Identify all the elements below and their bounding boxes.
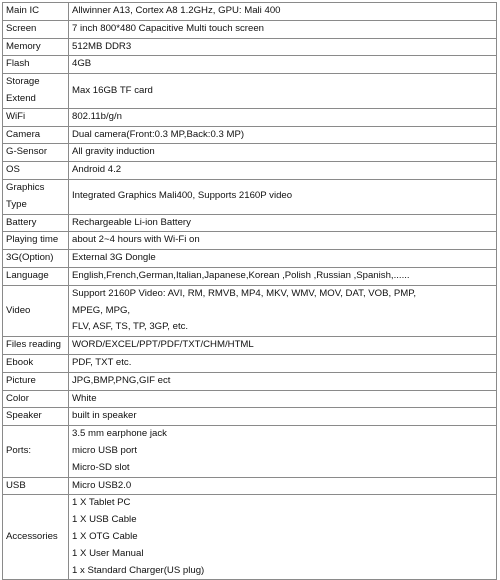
spec-value-line: White <box>72 392 97 404</box>
spec-value-line: 4GB <box>72 58 92 70</box>
spec-row <box>3 162 497 180</box>
spec-value-line: Android 4.2 <box>72 164 122 176</box>
spec-value-line: FLV, ASF, TS, TP, 3GP, etc. <box>72 321 189 333</box>
spec-value-line: All gravity induction <box>72 146 155 158</box>
spec-row <box>3 126 497 144</box>
spec-value-line: 1 x Standard Charger(US plug) <box>72 564 205 576</box>
spec-value-line: English,French,German,Italian,Japanese,Korean ,Polish ,Russian ,Spanish,...... <box>72 269 410 281</box>
spec-row <box>3 285 497 336</box>
spec-label: Video <box>3 285 69 336</box>
spec-row <box>3 38 497 56</box>
spec-value <box>69 3 497 21</box>
spec-label: Language <box>3 267 69 285</box>
spec-row <box>3 477 497 495</box>
spec-label: Ebook <box>3 354 69 372</box>
spec-row <box>3 372 497 390</box>
spec-value-line: Micro-SD slot <box>72 461 130 473</box>
spec-row <box>3 250 497 268</box>
spec-sheet <box>2 2 496 580</box>
spec-value-line: PDF, TXT etc. <box>72 356 132 368</box>
spec-value <box>69 108 497 126</box>
spec-value <box>69 267 497 285</box>
spec-value-line: External 3G Dongle <box>72 252 156 264</box>
spec-value <box>69 179 497 214</box>
spec-row <box>3 144 497 162</box>
spec-label: Camera <box>3 126 69 144</box>
spec-value <box>69 214 497 232</box>
spec-value <box>69 495 497 580</box>
spec-label: Files reading <box>3 337 69 355</box>
spec-label: Playing time <box>3 232 69 250</box>
spec-row <box>3 390 497 408</box>
spec-row <box>3 337 497 355</box>
spec-value <box>69 126 497 144</box>
spec-value-line: 802.11b/g/n <box>72 110 122 122</box>
spec-value <box>69 408 497 426</box>
spec-value <box>69 390 497 408</box>
spec-value <box>69 250 497 268</box>
spec-label: Accessories <box>3 495 69 580</box>
spec-value-line: 7 inch 800*480 Capacitive Multi touch screen <box>72 22 264 34</box>
spec-value-line: JPG,BMP,PNG,GIF ect <box>72 374 171 386</box>
spec-row <box>3 267 497 285</box>
spec-value-line: Dual camera(Front:0.3 MP,Back:0.3 MP) <box>72 128 245 140</box>
spec-value <box>69 232 497 250</box>
spec-value-line: 1 X Tablet PC <box>72 497 131 509</box>
spec-row <box>3 495 497 580</box>
spec-row <box>3 354 497 372</box>
spec-label: G-Sensor <box>3 144 69 162</box>
spec-value-line: 512MB DDR3 <box>72 40 132 52</box>
spec-row <box>3 408 497 426</box>
spec-value-line: built in speaker <box>72 410 137 422</box>
spec-label: Speaker <box>3 408 69 426</box>
spec-row <box>3 3 497 21</box>
spec-value <box>69 56 497 74</box>
spec-value-line: Rechargeable Li-ion Battery <box>72 216 191 228</box>
spec-label: Color <box>3 390 69 408</box>
spec-label: Memory <box>3 38 69 56</box>
spec-value-line: Max 16GB TF card <box>72 84 153 96</box>
spec-value <box>69 372 497 390</box>
spec-label: Storage Extend <box>3 74 69 109</box>
spec-value <box>69 74 497 109</box>
spec-value-line: WORD/EXCEL/PPT/PDF/TXT/CHM/HTML <box>72 339 254 351</box>
spec-label: OS <box>3 162 69 180</box>
spec-value <box>69 285 497 336</box>
spec-row <box>3 56 497 74</box>
spec-value <box>69 162 497 180</box>
spec-value-line: micro USB port <box>72 444 138 456</box>
spec-value-line: about 2~4 hours with Wi-Fi on <box>72 234 200 246</box>
spec-label: 3G(Option) <box>3 250 69 268</box>
spec-value-line: 1 X OTG Cable <box>72 530 138 542</box>
spec-label: Screen <box>3 20 69 38</box>
spec-label: Picture <box>3 372 69 390</box>
spec-value-line: 3.5 mm earphone jack <box>72 428 167 440</box>
spec-row <box>3 179 497 214</box>
spec-label: Ports: <box>3 426 69 477</box>
spec-value <box>69 337 497 355</box>
spec-label: USB <box>3 477 69 495</box>
spec-value <box>69 144 497 162</box>
spec-table-body <box>3 3 497 580</box>
spec-value <box>69 354 497 372</box>
spec-label: WiFi <box>3 108 69 126</box>
spec-row <box>3 108 497 126</box>
spec-value-line: Allwinner A13, Cortex A8 1.2GHz, GPU: Mali 400 <box>72 5 281 16</box>
spec-value <box>69 20 497 38</box>
spec-value-line: 1 X USB Cable <box>72 514 137 526</box>
spec-value-line: MPEG, MPG, <box>72 304 131 316</box>
spec-row <box>3 74 497 109</box>
spec-label: Graphics Type <box>3 179 69 214</box>
spec-row <box>3 426 497 477</box>
spec-value-line: 1 X User Manual <box>72 547 144 559</box>
spec-value <box>69 38 497 56</box>
spec-table <box>2 2 497 580</box>
spec-value-line: Micro USB2.0 <box>72 479 132 491</box>
spec-value-line: Integrated Graphics Mali400, Supports 2160P video <box>72 190 293 202</box>
spec-label: Main IC <box>3 3 69 21</box>
spec-value-line: Support 2160P Video: AVI, RM, RMVB, MP4, MKV, WMV, MOV, DAT, VOB, PMP, <box>72 287 417 299</box>
spec-value <box>69 426 497 477</box>
spec-row <box>3 20 497 38</box>
spec-row <box>3 214 497 232</box>
spec-label: Flash <box>3 56 69 74</box>
spec-value <box>69 477 497 495</box>
spec-row <box>3 232 497 250</box>
spec-label: Battery <box>3 214 69 232</box>
